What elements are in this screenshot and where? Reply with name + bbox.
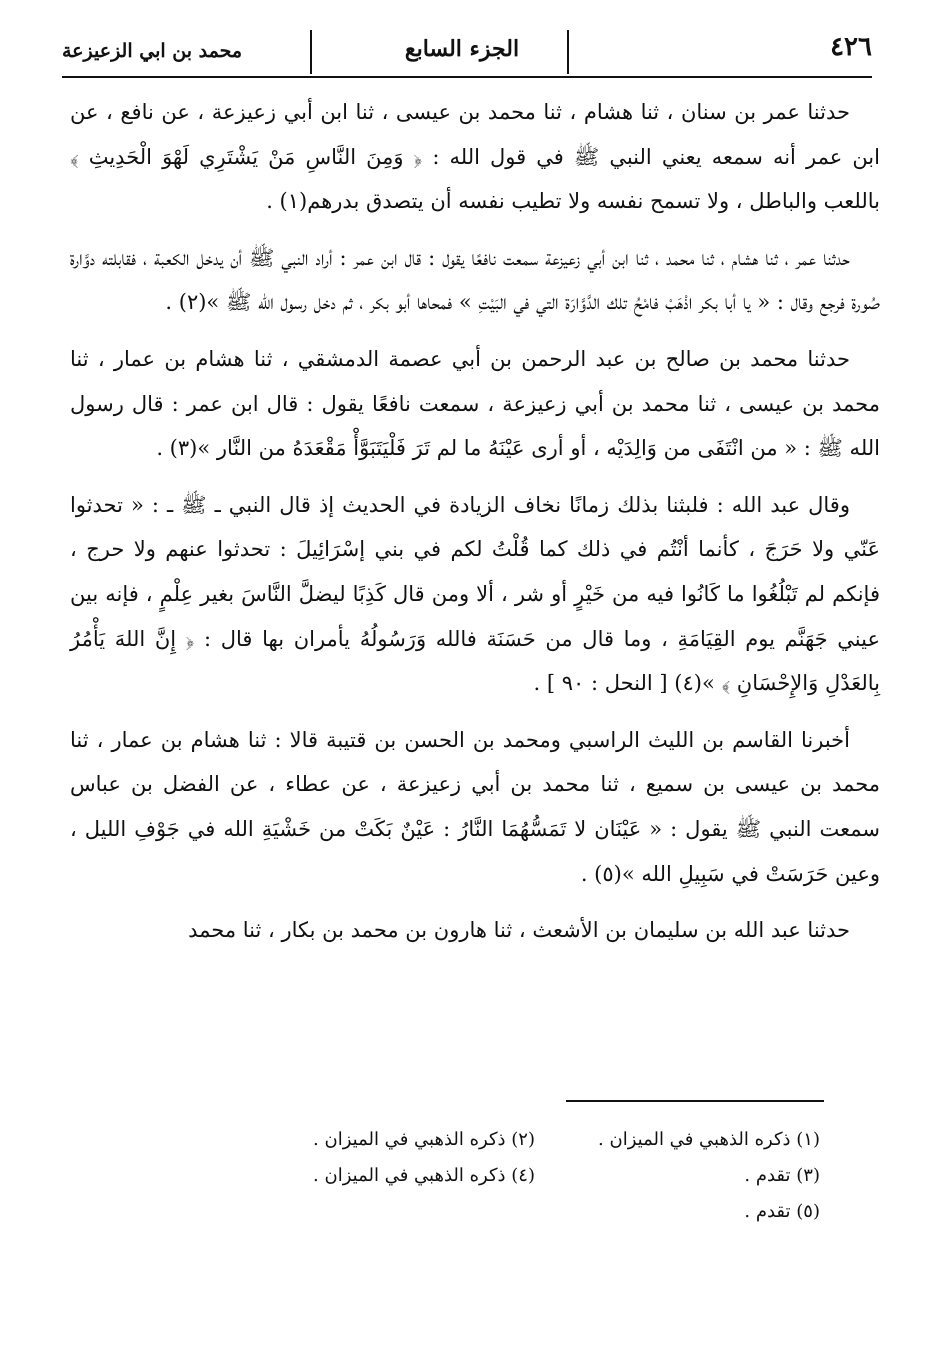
footnote-divider <box>566 1100 824 1102</box>
running-header <box>62 28 872 78</box>
header-divider <box>310 30 312 74</box>
hadith-paragraph: حدثنا عمر بن سنان ، ثنا هشام ، ثنا محمد بن عيسى ، ثنا ابن أبي زعيزعة ، عن نافع ، عن ابن عمر أنه سمعه يعني النبي ﷺ في قول الله : ﴿ وَمِنَ النَّاسِ مَنْ يَشْتَرِي لَهْوَ الْحَدِيثِ ﴾ باللعب والباطل ، ولا تسمح نفسه ولا تطيب نفسه أن يتصدق بدرهم(١) . <box>70 100 880 214</box>
header-divider <box>567 30 569 74</box>
footnote-3: (٣) تقدم . <box>744 1165 820 1186</box>
footnote-5: (٥) تقدم . <box>744 1201 820 1222</box>
hadith-paragraph: حدثنا عمر ، ثنا هشام ، ثنا محمد ، ثنا ابن أبي زعيزعة سمعت نافعًا يقول : قال ابن عمر : أراد النبي ﷺ أن يدخل الكعبة ، فقابلته دوَّارة صُورة فرجع وقال : « يا أبا بكر اذْهَبْ فامْحُ تلك الدَّوَّارَة التي في البَيْتِ » فمحاها أبو بكر ، ثم دخل رسول الله ﷺ »(٢) . <box>70 245 880 315</box>
footnote-row <box>250 1122 820 1158</box>
footnote-1: (١) ذكره الذهبي في الميزان . <box>598 1129 820 1150</box>
part-title: الجزء السابع <box>404 36 520 62</box>
hadith-paragraph: أخبرنا القاسم بن الليث الراسبي ومحمد بن الحسن بن قتيبة قالا : ثنا هشام بن عمار ، ثنا محمد بن عيسى بن سميع ، ثنا محمد بن أبي زعيزعة ، عن عطاء ، عن الفضل بن عباس سمعت النبي ﷺ يقول : « عَيْنَان لا تَمَسُّهُمَا النَّارُ : عَيْنٌ بَكَتْ من خَشْيَةِ الله في جَوْفِ الليل ، وعين حَرَسَتْ في سَبِيلِ الله »(٥) . <box>70 727 880 886</box>
footnote-4: (٤) ذكره الذهبي في الميزان . <box>313 1165 535 1186</box>
book-title: محمد بن ابي الزعيزعة <box>62 40 243 62</box>
footnote-row <box>250 1194 820 1230</box>
page-number: ٤٢٦ <box>830 32 872 62</box>
footnote-2: (٢) ذكره الذهبي في الميزان . <box>313 1129 535 1150</box>
footnote-row <box>250 1158 820 1194</box>
hadith-paragraph: حدثنا عبد الله بن سليمان بن الأشعث ، ثنا هارون بن محمد بن بكار ، ثنا محمد <box>188 918 850 943</box>
hadith-paragraph: وقال عبد الله : فلبثنا بذلك زمانًا نخاف الزيادة في الحديث إذ قال النبي ـ ﷺ ـ : « تحدثوا عَنّي ولا حَرَجَ ، كأنما أنْتُم في ذلك كما قُلْتُ لكم في بني إسْرَائِيلَ : تحدثوا عنهم ولا حرج ، فإنكم لم تَبْلُغُوا ما كَانُوا فيه من خَيْرٍ أو شر ، ألا ومن قال كَذِبًا ليضلَّ النَّاسَ بغير عِلْمٍ ، فإنه بين عيني جَهَنَّم يوم القِيَامَةِ ، وما قال من حَسَنَة فالله وَرَسُولُهُ يأمران بها قال : ﴿ إِنَّ اللهَ يَأْمُرُ بِالعَدْلِ وَالإِحْسَانِ ﴾ »(٤) [ النحل : ٩٠ ] . <box>70 492 880 696</box>
footnotes <box>250 1122 820 1230</box>
hadith-paragraph: حدثنا محمد بن صالح بن عبد الرحمن بن أبي عصمة الدمشقي ، ثنا هشام بن عمار ، ثنا محمد بن عيسى ، ثنا محمد بن أبي زعيزعة ، سمعت نافعًا يقول : قال ابن عمر : قال رسول الله ﷺ : « من انْتَفَى من وَالِدَيْه ، أو أرى عَيْنَهُ ما لم تَرَ فَلْيَتَبَوَّأْ مَقْعَدَهُ من النَّار »(٣) . <box>70 346 880 461</box>
main-text <box>70 90 880 965</box>
